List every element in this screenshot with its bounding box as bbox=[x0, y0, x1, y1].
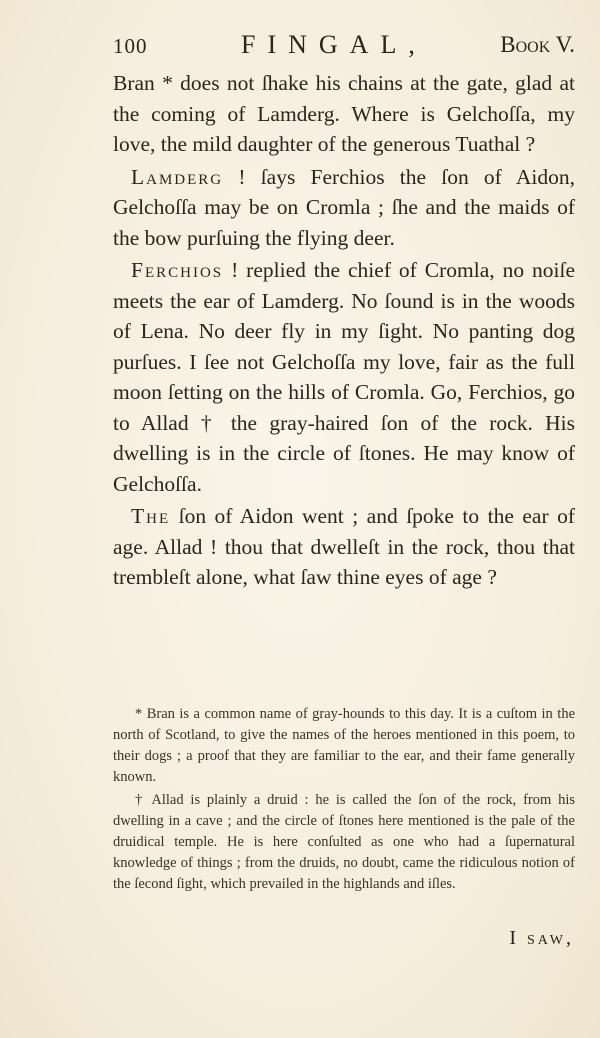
paragraph-1: Bran * does not ſhake his chains at the gate, glad at the coming of Lamderg. Where is Gelchoſſa, my love, the mild daughter of the generous Tuathal ? bbox=[113, 71, 575, 156]
running-head bbox=[113, 30, 575, 62]
paragraph-lead-word: The bbox=[131, 504, 171, 528]
page-number: 100 bbox=[113, 34, 148, 58]
catchword: I saw, bbox=[509, 927, 574, 949]
paragraph-4-text: ſon of Aidon went ; and ſpoke to the ear of age. Allad ! thou that dwelleſt in the rock, thou that trembleſt alone, what ſaw thine eyes of age ? bbox=[113, 504, 575, 589]
footnote-bran: * Bran is a common name of gray-hounds to this day. It is a cuſtom in the north of Scotland, to give the names of the heroes mentioned in this poem, to their dogs ; a proof that they are familiar to the ear, and their fame generally known. bbox=[113, 706, 575, 785]
speaker-name: Lamderg bbox=[131, 164, 224, 189]
footnotes bbox=[113, 704, 575, 897]
footnote-allad: † Allad is plainly a druid : he is called the ſon of the rock, from his dwelling in a cave ; and the circle of ſtones here mentioned is the pale of the druidical temple. He is here conſulted as one who had a ſupernatural knowledge of things ; from the druids, no doubt, came the ridiculous notion of the ſecond ſight, which prevailed in the highlands and iſles. bbox=[113, 792, 575, 892]
paragraph-3 bbox=[113, 255, 575, 499]
paragraph-2-text: ! ſays Ferchios the ſon of Aidon, Gelchoſſa may be on Cromla ; ſhe and the maids of the bow purſuing the flying deer. bbox=[113, 164, 575, 250]
paragraph-3-text: ! replied the chief of Cromla, no noiſe meets the ear of Lamderg. No ſound is in the woods of Lena. No deer fly in my ſight. No panting dog purſues. I ſee not Gelchoſſa my love, fair as the full moon ſetting on the hills of Cromla. Go, Ferchios, go to Allad † the gray-haired ſon of the rock. His dwelling is in the circle of ſtones. He may know of Gelchoſſa. bbox=[113, 258, 575, 496]
speaker-name: Ferchios bbox=[131, 258, 224, 282]
book-number: Book V. bbox=[500, 32, 575, 57]
main-text bbox=[113, 68, 575, 595]
paragraph-2 bbox=[113, 162, 575, 254]
paragraph-4 bbox=[113, 501, 575, 593]
running-title: FINGAL, bbox=[241, 30, 427, 59]
